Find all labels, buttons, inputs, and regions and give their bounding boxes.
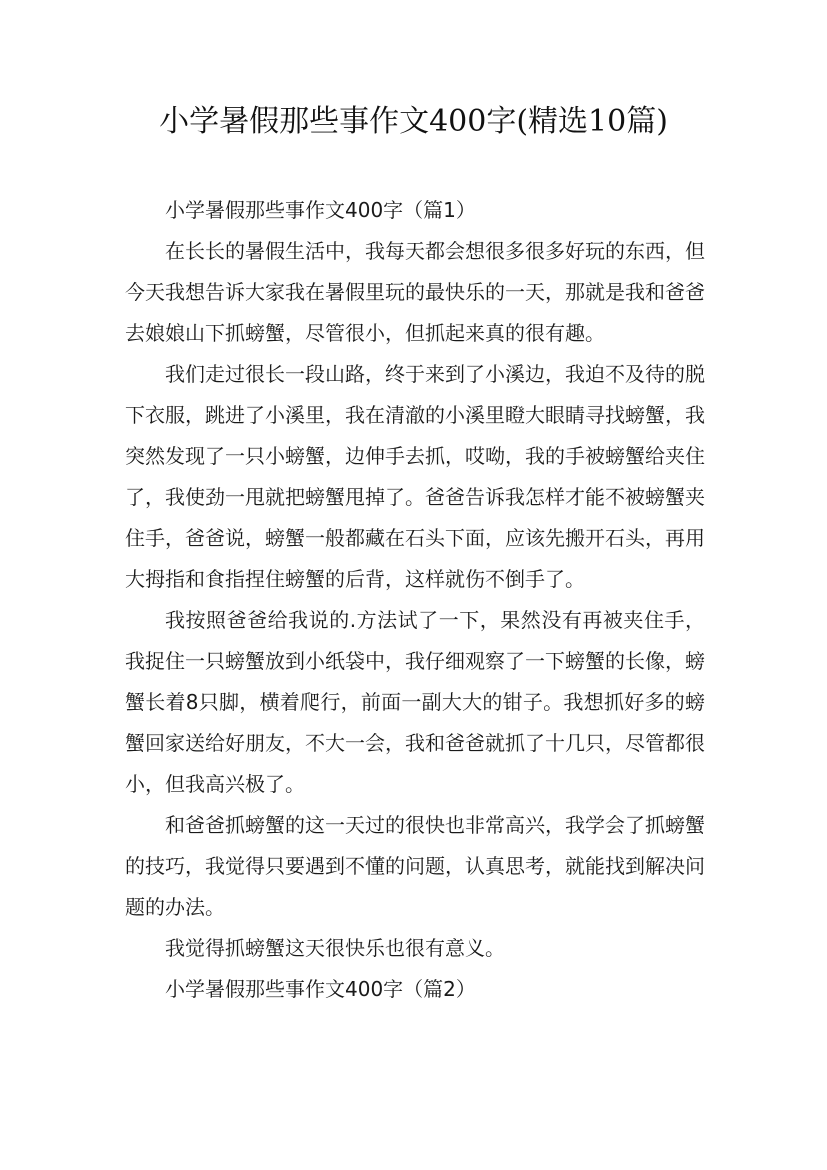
paragraph: 我觉得抓螃蟹这天很快乐也很有意义。 <box>165 936 505 960</box>
document-title: 小学暑假那些事作文400字(精选10篇) <box>159 104 668 139</box>
paragraph: 在长长的暑假生活中，我每天都会想很多很多好玩的东西，但今天我想告诉大家我在暑假里玩的最快乐的一天，那就是我和爸爸去娘娘山下抓螃蟹，尽管很小，但抓起来真的很有趣。 <box>125 239 705 345</box>
section-heading-1: 小学暑假那些事作文400字（篇1） <box>165 198 476 222</box>
section-heading-2: 小学暑假那些事作文400字（篇2） <box>165 977 476 1001</box>
paragraph: 我们走过很长一段山路，终于来到了小溪边，我迫不及待的脱下衣服，跳进了小溪里，我在清澈的小溪里瞪大眼睛寻找螃蟹，我突然发现了一只小螃蟹，边伸手去抓，哎呦，我的手被螃蟹给夹住了，我使劲一甩就把螃蟹甩掉了。爸爸告诉我怎样才能不被螃蟹夹住手，爸爸说，螃蟹一般都藏在石头下面，应该先搬开石头，再用大拇指和食指捏住螃蟹的后背，这样就伤不倒手了。 <box>125 362 705 591</box>
paragraph: 我按照爸爸给我说的.方法试了一下，果然没有再被夹住手，我捉住一只螃蟹放到小纸袋中，我仔细观察了一下螃蟹的长像，螃蟹长着8只脚，横着爬行，前面一副大大的钳子。我想抓好多的螃蟹回家送给好朋友，不大一会，我和爸爸就抓了十几只，尽管都很小，但我高兴极了。 <box>125 608 705 796</box>
article-body <box>125 190 705 1010</box>
paragraph: 和爸爸抓螃蟹的这一天过的很快也非常高兴，我学会了抓螃蟹的技巧，我觉得只要遇到不懂的问题，认真思考，就能找到解决问题的办法。 <box>125 813 705 919</box>
